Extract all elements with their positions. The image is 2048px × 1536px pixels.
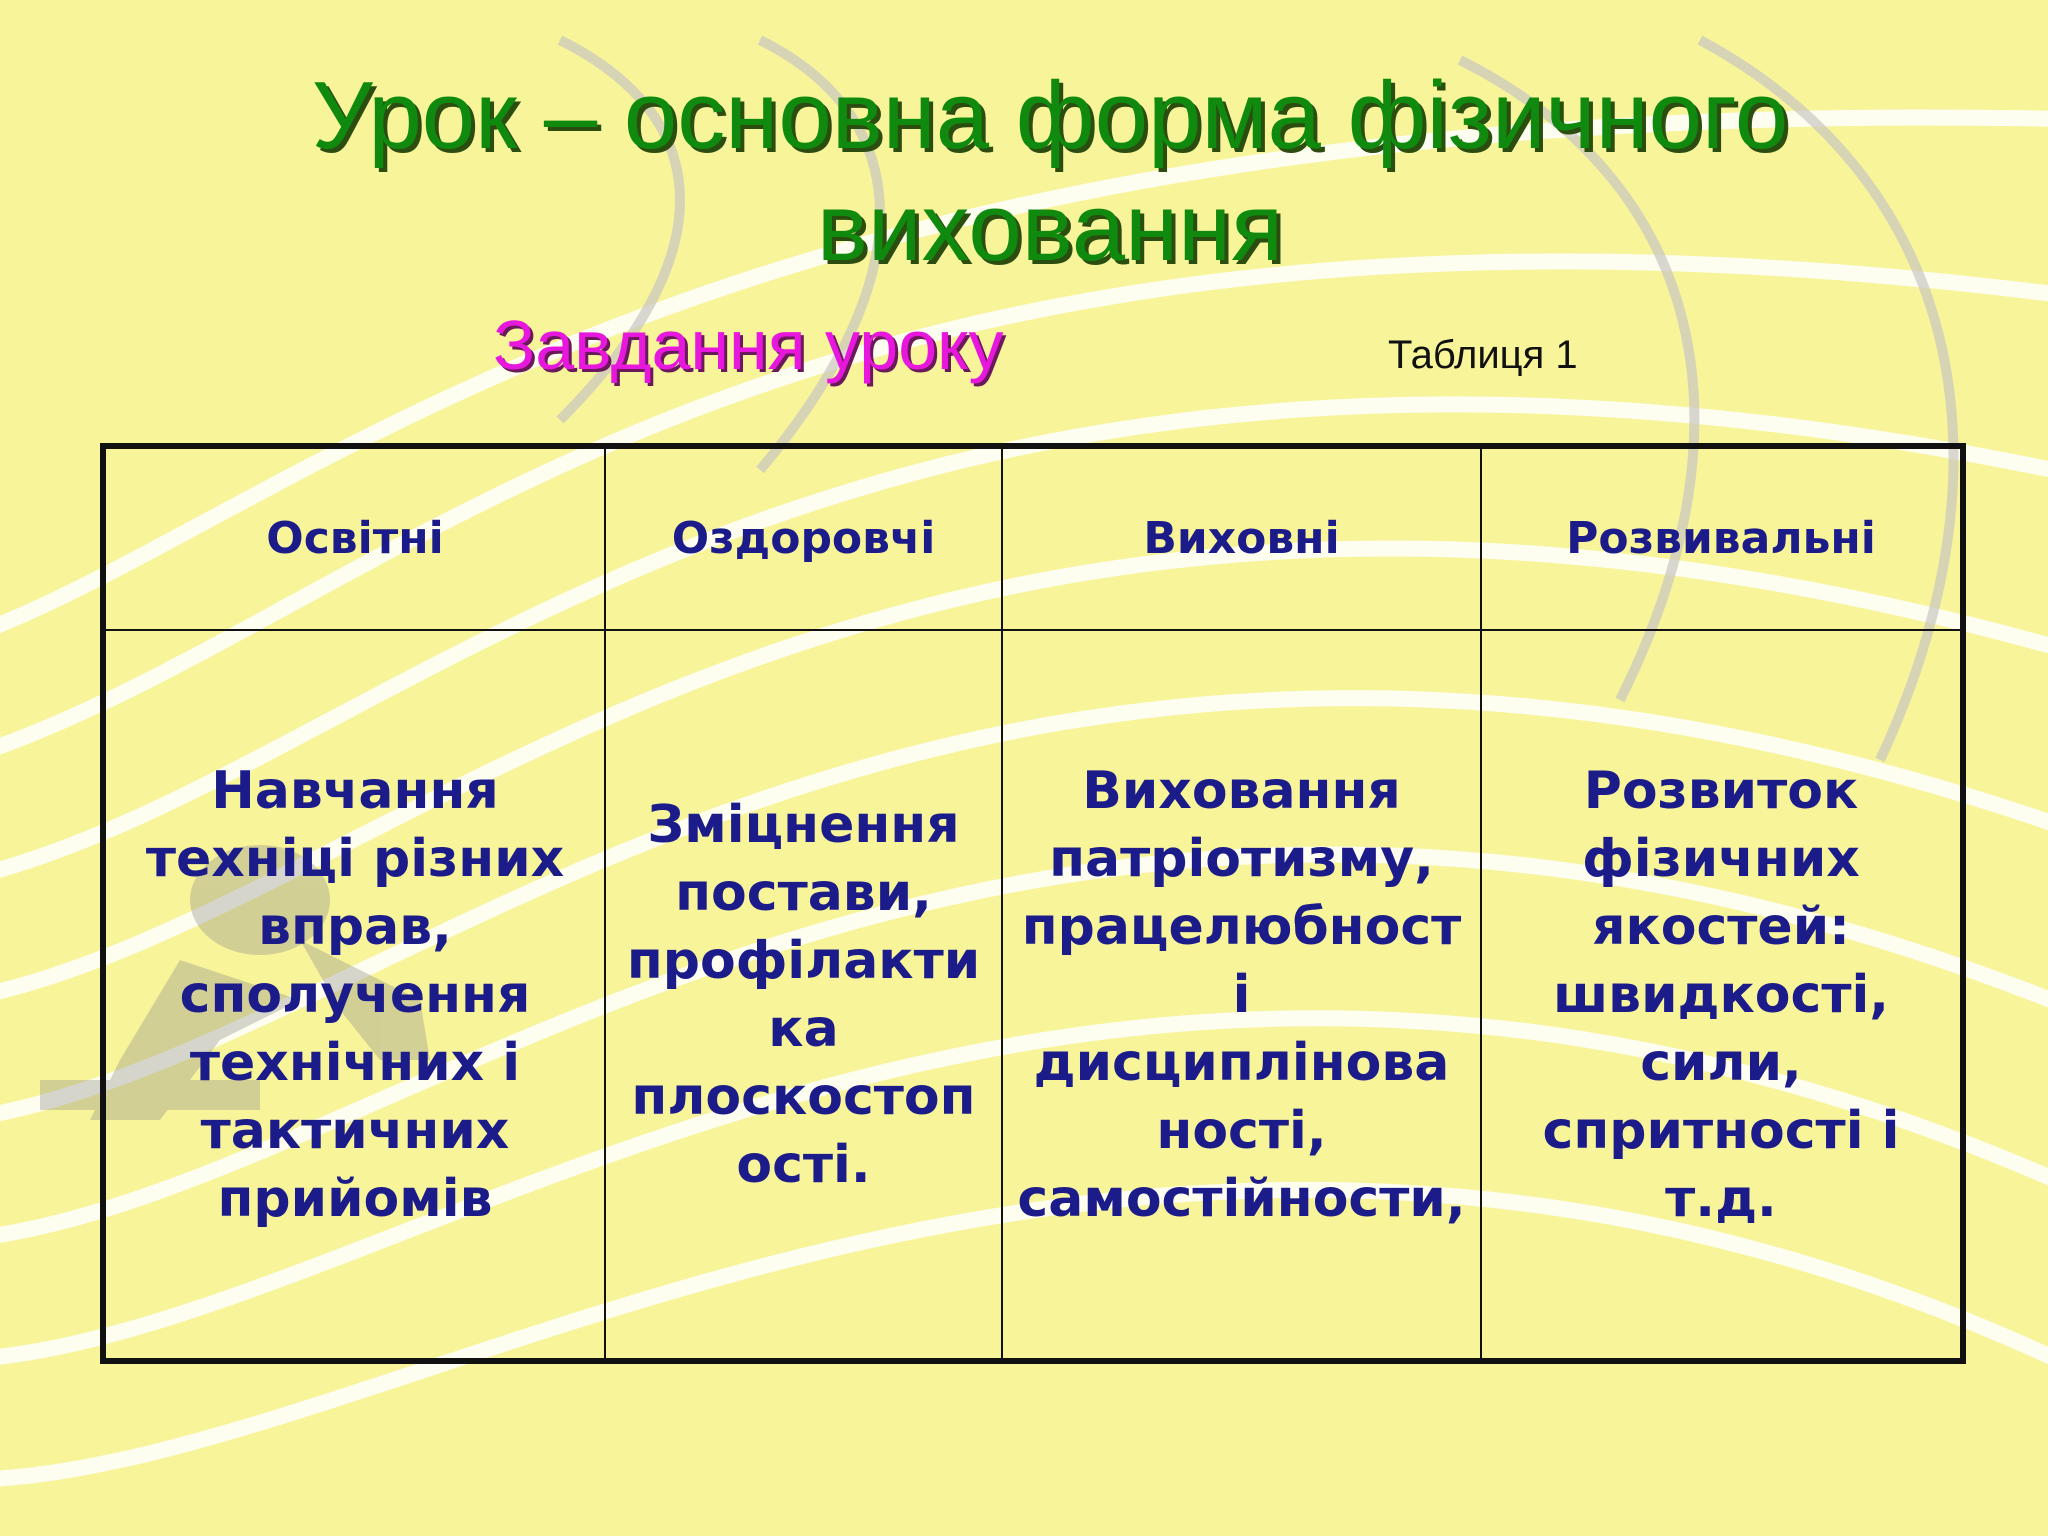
cell-developmental: Розвиток фізичних якостей: швидкості, сили, спритності і т.д. bbox=[1481, 630, 1961, 1359]
header-health: Оздоровчі bbox=[605, 448, 1002, 630]
table-header-row bbox=[105, 448, 1961, 630]
section-subtitle: Завдання уроку bbox=[493, 306, 1004, 384]
header-upbringing: Виховні bbox=[1002, 448, 1481, 630]
cell-health: Зміцнення постави, профілакти ка плоскостоп ості. bbox=[605, 630, 1002, 1359]
table-row bbox=[105, 630, 1961, 1359]
cell-upbringing: Виховання патріотизму, працелюбност і дисциплінова ності, самостійности, bbox=[1002, 630, 1481, 1359]
header-educational: Освітні bbox=[105, 448, 605, 630]
lesson-tasks-table bbox=[104, 447, 1962, 1360]
table-label: Таблиця 1 bbox=[1388, 333, 1578, 377]
cell-educational: Навчання техніці різних вправ, сполучення технічних і тактичних прийомів bbox=[105, 630, 605, 1359]
page-title: Урок – основна форма фізичного виховання bbox=[311, 62, 1789, 281]
header-developmental: Розвивальні bbox=[1481, 448, 1961, 630]
